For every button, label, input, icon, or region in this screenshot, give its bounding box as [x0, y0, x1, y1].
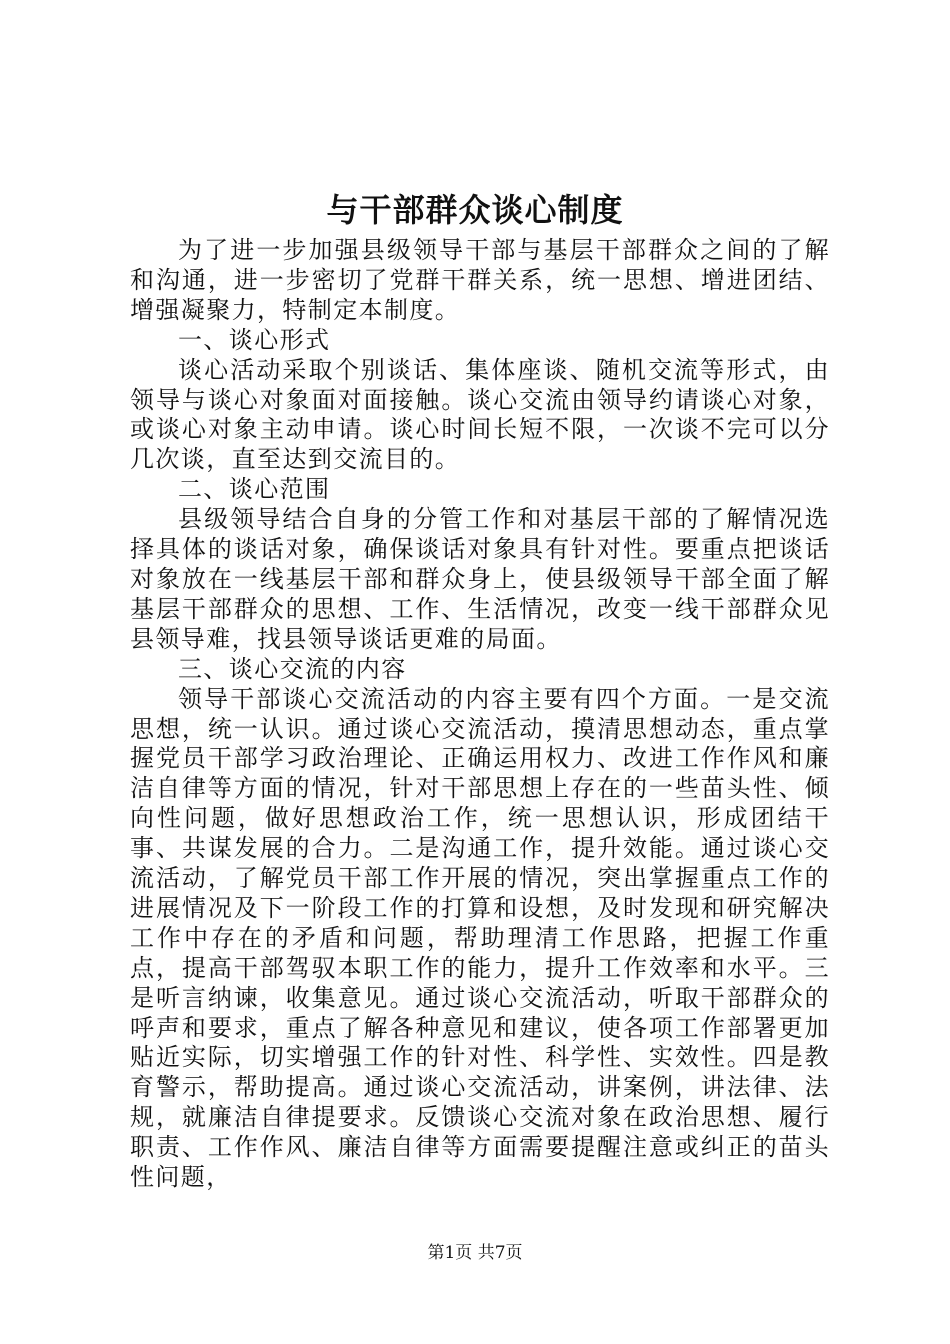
- document-body: [130, 236, 830, 1193]
- page-number-footer: 第1页 共7页: [427, 1243, 523, 1263]
- scope-paragraph: 县级领导结合自身的分管工作和对基层干部的了解情况选择具体的谈话对象，确保谈话对象具有针对性。要重点把谈话对象放在一线基层干部和群众身上，使县级领导干部全面了解基层干部群众的思想、工作、生活情况，改变一线干部群众见县领导难，找县领导谈话更难的局面。: [130, 505, 830, 653]
- section-heading-content: 三、谈心交流的内容: [178, 654, 407, 683]
- section-heading-form: 一、谈心形式: [178, 325, 331, 354]
- form-paragraph: 谈心活动采取个别谈话、集体座谈、随机交流等形式，由领导与谈心对象面对面接触。谈心交流由领导约请谈心对象，或谈心对象主动申请。谈心时间长短不限，一次谈不完可以分几次谈，直至达到交流目的。: [130, 355, 830, 474]
- section-heading-scope: 二、谈心范围: [178, 475, 331, 504]
- document-title: 与干部群众谈心制度: [326, 191, 624, 229]
- intro-paragraph: 为了进一步加强县级领导干部与基层干部群众之间的了解和沟通，进一步密切了党群干群关系，统一思想、增进团结、增强凝聚力，特制定本制度。: [130, 236, 830, 324]
- content-paragraph: 领导干部谈心交流活动的内容主要有四个方面。一是交流思想，统一认识。通过谈心交流活动，摸清思想动态，重点掌握党员干部学习政治理论、正确运用权力、改进工作作风和廉洁自律等方面的情况，针对干部思想上存在的一些苗头性、倾向性问题，做好思想政治工作，统一思想认识，形成团结干事、共谋发展的合力。二是沟通工作，提升效能。通过谈心交流活动，了解党员干部工作开展的情况，突出掌握重点工作的进展情况及下一阶段工作的打算和设想，及时发现和研究解决工作中存在的矛盾和问题，帮助理清工作思路，把握工作重点，提高干部驾驭本职工作的能力，提升工作效率和水平。三是听言纳谏，收集意见。通过谈心交流活动，听取干部群众的呼声和要求，重点了解各种意见和建议，使各项工作部署更加贴近实际，切实增强工作的针对性、科学性、实效性。四是教育警示，帮助提高。通过谈心交流活动，讲案例，讲法律、法规，就廉洁自律提要求。反馈谈心交流对象在政治思想、履行职责、工作作风、廉洁自律等方面需要提醒注意或纠正的苗头性问题，: [130, 684, 830, 1192]
